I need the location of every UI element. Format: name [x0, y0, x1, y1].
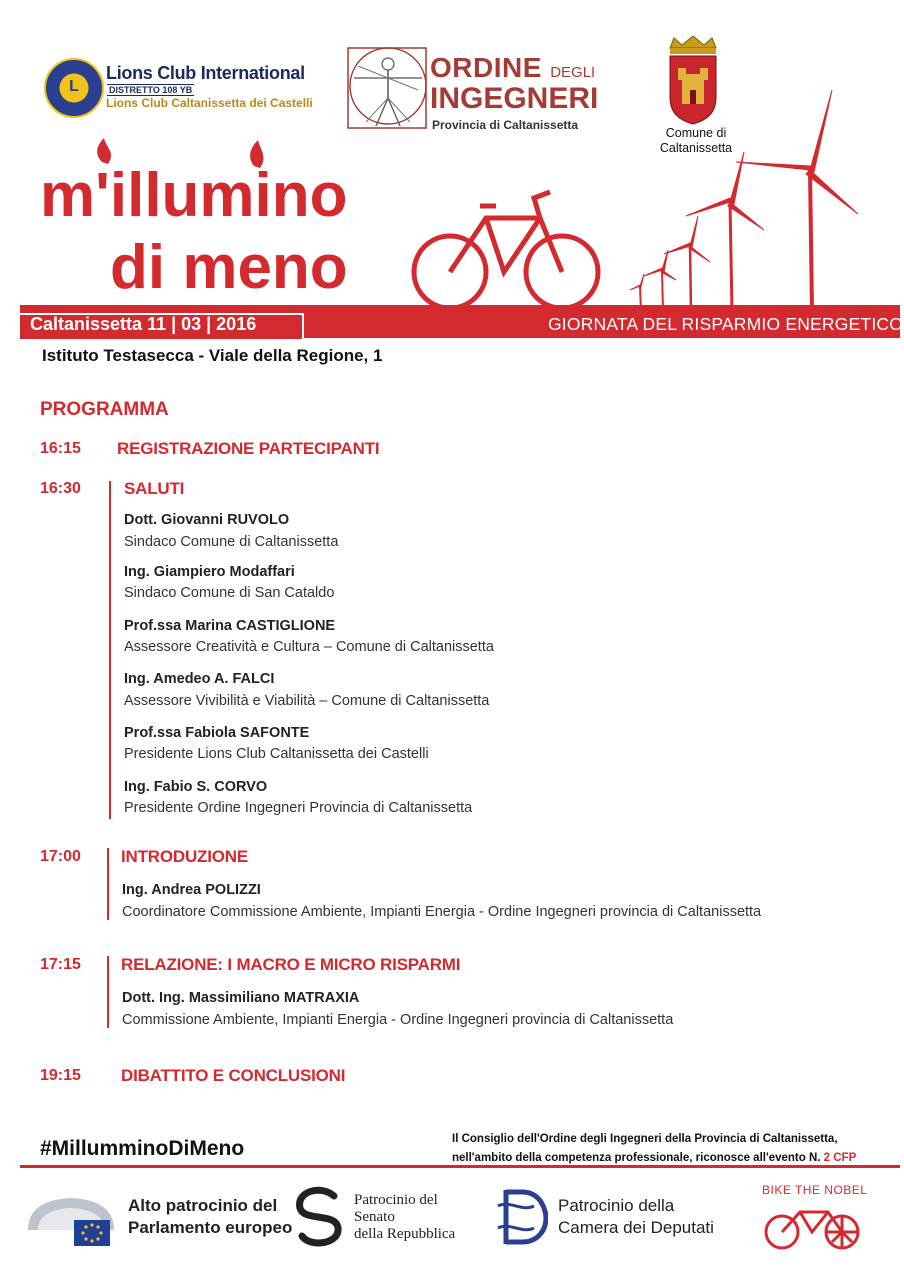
- camera-deputati-logo: [492, 1186, 548, 1248]
- ordine-provincia: Provincia di Caltanissetta: [432, 118, 579, 132]
- ordine-ingegneri: INGEGNERI: [430, 82, 599, 115]
- speaker-role: Sindaco Comune di Caltanissetta: [124, 534, 339, 550]
- cfp-value: 2 CFP: [823, 1152, 857, 1164]
- cfp-line2: nell'ambito della competenza professionale, riconosce all'evento N.: [452, 1152, 821, 1164]
- time-1630: 16:30: [40, 480, 81, 497]
- session-divider: [107, 848, 109, 920]
- session-divider: [107, 956, 109, 1028]
- cfp-line1: Il Consiglio dell'Ordine degli Ingegneri della Provincia di Caltanissetta,: [452, 1133, 838, 1145]
- cfp-notice: [452, 1130, 882, 1168]
- bike-the-nobel-logo: [762, 1198, 862, 1252]
- speaker-name: Prof.ssa Fabiola SAFONTE: [124, 725, 310, 741]
- lions-club-subtitle: Lions Club Caltanissetta dei Castelli: [106, 96, 313, 110]
- camera-line1: Patrocinio della: [558, 1196, 675, 1215]
- session-dibattito: DIBATTITO E CONCLUSIONI: [121, 1066, 346, 1085]
- time-1915: 19:15: [40, 1067, 81, 1084]
- speaker-name: Ing. Giampiero Modaffari: [124, 564, 295, 580]
- speaker-role: Coordinatore Commissione Ambiente, Impianti Energia - Ordine Ingegneri provincia di Caltanissetta: [122, 904, 762, 920]
- footer-divider: [20, 1165, 900, 1168]
- eu-patrocinio: [128, 1195, 292, 1239]
- ordine-word: ORDINE: [430, 52, 542, 83]
- session-registrazione: REGISTRAZIONE PARTECIPANTI: [117, 439, 380, 458]
- bicycle-icon: [414, 192, 598, 308]
- time-1715: 17:15: [40, 956, 81, 973]
- session-introduzione: INTRODUZIONE: [121, 847, 248, 866]
- speaker-name: Ing. Amedeo A. FALCI: [124, 671, 275, 687]
- session-divider: [109, 481, 111, 819]
- senato-line3: della Repubblica: [354, 1226, 456, 1242]
- programma-heading: PROGRAMMA: [40, 399, 169, 420]
- time-1615: 16:15: [40, 440, 81, 457]
- lions-district: DISTRETTO 108 YB: [109, 85, 193, 95]
- ordine-title: [430, 52, 595, 84]
- wind-turbines-icon: [630, 90, 858, 312]
- session-saluti: SALUTI: [124, 479, 185, 498]
- speaker-role: Commissione Ambiente, Impianti Energia - Ordine Ingegneri provincia di Caltanissetta: [122, 1012, 674, 1028]
- speaker-role: Presidente Ordine Ingegneri Provincia di Caltanissetta: [124, 800, 473, 816]
- eu-parliament-logo: [22, 1190, 120, 1250]
- venue: Istituto Testasecca - Viale della Regione, 1: [42, 346, 383, 365]
- senato-line1: Patrocinio del: [354, 1192, 438, 1208]
- speaker-name: Dott. Giovanni RUVOLO: [124, 512, 290, 528]
- camera-line2: Camera dei Deputati: [558, 1218, 714, 1237]
- eu-line1: Alto patrocinio del: [128, 1196, 278, 1215]
- comune-line2: Caltanissetta: [659, 141, 733, 155]
- ordine-degli: DEGLI: [550, 64, 596, 81]
- eu-line2: Parlamento europeo: [128, 1218, 293, 1237]
- senato-patrocinio: [354, 1192, 455, 1243]
- lions-club-name: Lions Club International: [106, 63, 305, 83]
- bike-the-nobel-title: BIKE THE NOBEL: [762, 1183, 868, 1197]
- title-line1: m'illumino: [40, 161, 348, 230]
- millumino-title-logo: [40, 138, 360, 308]
- speaker-role: Assessore Creatività e Cultura – Comune di Caltanissetta: [124, 639, 494, 655]
- speaker-name: Dott. Ing. Massimiliano MATRAXIA: [122, 990, 360, 1006]
- session-relazione: RELAZIONE: I MACRO E MICRO RISPARMI: [121, 955, 461, 974]
- speaker-role: Presidente Lions Club Caltanissetta dei Castelli: [124, 746, 429, 762]
- bike-and-wind-turbines-illustration: [400, 90, 880, 314]
- event-date: Caltanissetta 11 | 03 | 2016: [30, 314, 257, 334]
- time-1700: 17:00: [40, 848, 81, 865]
- lions-emblem-letter: L: [69, 78, 79, 95]
- speaker-role: Sindaco Comune di San Cataldo: [124, 585, 335, 601]
- speaker-role: Assessore Vivibilità e Viabilità – Comune di Caltanissetta: [124, 693, 490, 709]
- lions-emblem-logo: [44, 58, 104, 118]
- speaker-name: Ing. Andrea POLIZZI: [122, 882, 261, 898]
- senato-line2: Senato: [354, 1209, 395, 1225]
- title-line2: di meno: [110, 233, 348, 302]
- comune-line1: Comune di: [665, 126, 727, 140]
- speaker-name: Prof.ssa Marina CASTIGLIONE: [124, 618, 336, 634]
- camera-patrocinio: [558, 1195, 714, 1239]
- senato-logo: [290, 1186, 350, 1248]
- speaker-name: Ing. Fabio S. CORVO: [124, 779, 268, 795]
- hashtag: #MillumminoDiMeno: [40, 1137, 245, 1160]
- giornata-label: GIORNATA DEL RISPARMIO ENERGETICO: [548, 314, 904, 334]
